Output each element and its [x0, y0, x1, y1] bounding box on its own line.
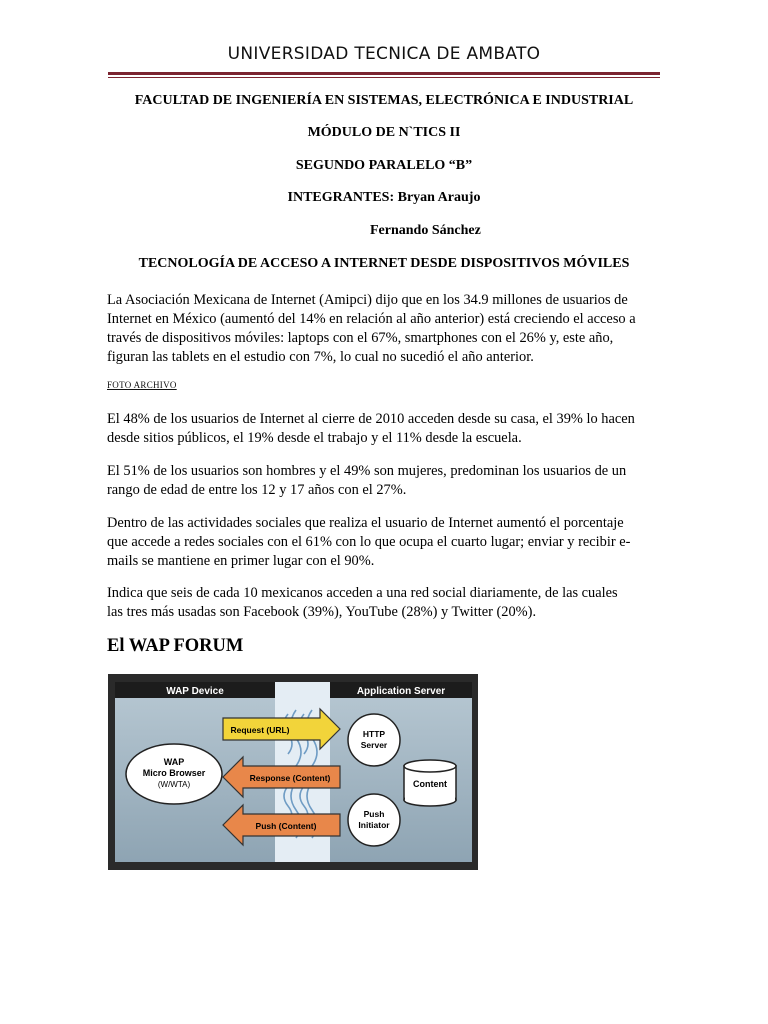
paragraph-3 — [107, 462, 663, 500]
http-server-label-1: HTTP — [362, 729, 386, 739]
header-rule-thin — [108, 77, 660, 78]
topic-title: TECNOLOGÍA DE ACCESO A INTERNET DESDE DISPOSITIVOS MÓVILES — [138, 256, 630, 271]
faculty-title: FACULTAD DE INGENIERÍA EN SISTEMAS, ELECTRÓNICA E INDUSTRIAL — [134, 93, 634, 108]
paragraph-line: través de dispositivos móviles: laptops con el 67%, smartphones con el 26% y, este año, — [107, 330, 614, 346]
browser-label-2: Micro Browser — [142, 768, 206, 778]
university-header: UNIVERSIDAD TECNICA DE AMBATO — [227, 44, 541, 64]
module-title: MÓDULO DE N`TICS II — [307, 125, 461, 140]
paragraph-4 — [107, 514, 663, 571]
photo-caption[interactable]: FOTO ARCHIVO — [107, 380, 177, 390]
response-label: Response (Content) — [249, 773, 331, 783]
header-rule — [108, 72, 660, 75]
paragraph-5 — [107, 584, 663, 622]
request-label: Request (URL) — [230, 725, 290, 735]
paragraph-line: Internet en México (aumentó del 14% en relación al año anterior) está creciendo el acceso a — [107, 311, 636, 327]
http-server-label-2: Server — [360, 740, 388, 750]
paragraph-line: desde sitios públicos, el 19% desde el trabajo y el 11% desde la escuela. — [107, 430, 522, 446]
push-initiator-label-2: Initiator — [358, 820, 390, 830]
paragraph-line: rango de edad de entre los 12 y 17 años con el 27%. — [107, 482, 407, 498]
member-second: Fernando Sánchez — [370, 223, 481, 238]
push-label: Push (Content) — [255, 821, 317, 831]
paragraph-line: La Asociación Mexicana de Internet (Amipci) dijo que en los 34.9 millones de usuarios de — [107, 292, 628, 308]
push-initiator-label-1: Push — [363, 809, 385, 819]
paragraph-line: que accede a redes sociales con el 61% con lo que ocupa el cuarto lugar; enviar y recibir e- — [107, 534, 631, 550]
paragraph-line: mails se mantiene en primer lugar con el 90%. — [107, 553, 375, 569]
browser-label-3: (W/WTA) — [157, 780, 191, 789]
section-heading: El WAP FORUM — [107, 636, 244, 656]
paragraph-line: El 51% de los usuarios son hombres y el 49% son mujeres, predominan los usuarios de un — [107, 463, 627, 479]
browser-label-1: WAP — [163, 757, 185, 767]
paragraph-line: las tres más usadas son Facebook (39%), YouTube (28%) y Twitter (20%). — [107, 604, 537, 620]
paragraph-line: El 48% de los usuarios de Internet al cierre de 2010 acceden desde su casa, el 39% lo hacen — [107, 411, 635, 427]
content-label: Content — [413, 779, 447, 789]
members-line: INTEGRANTES: Bryan Araujo — [287, 190, 481, 205]
parallel-title: SEGUNDO PARALELO “B” — [295, 158, 473, 173]
paragraph-line: Dentro de las actividades sociales que realiza el usuario de Internet aumentó el porcentaje — [107, 515, 624, 531]
left-panel-title: WAP Device — [166, 686, 224, 697]
paragraph-2 — [107, 410, 663, 448]
paragraph-1 — [107, 291, 663, 367]
right-panel-title: Application Server — [356, 686, 446, 697]
paragraph-line: figuran las tablets en el estudio con 7%, lo cual no sucedió el año anterior. — [107, 349, 534, 365]
wap-architecture-diagram — [108, 674, 478, 870]
paragraph-line: Indica que seis de cada 10 mexicanos acceden a una red social diariamente, de las cuales — [107, 585, 618, 601]
